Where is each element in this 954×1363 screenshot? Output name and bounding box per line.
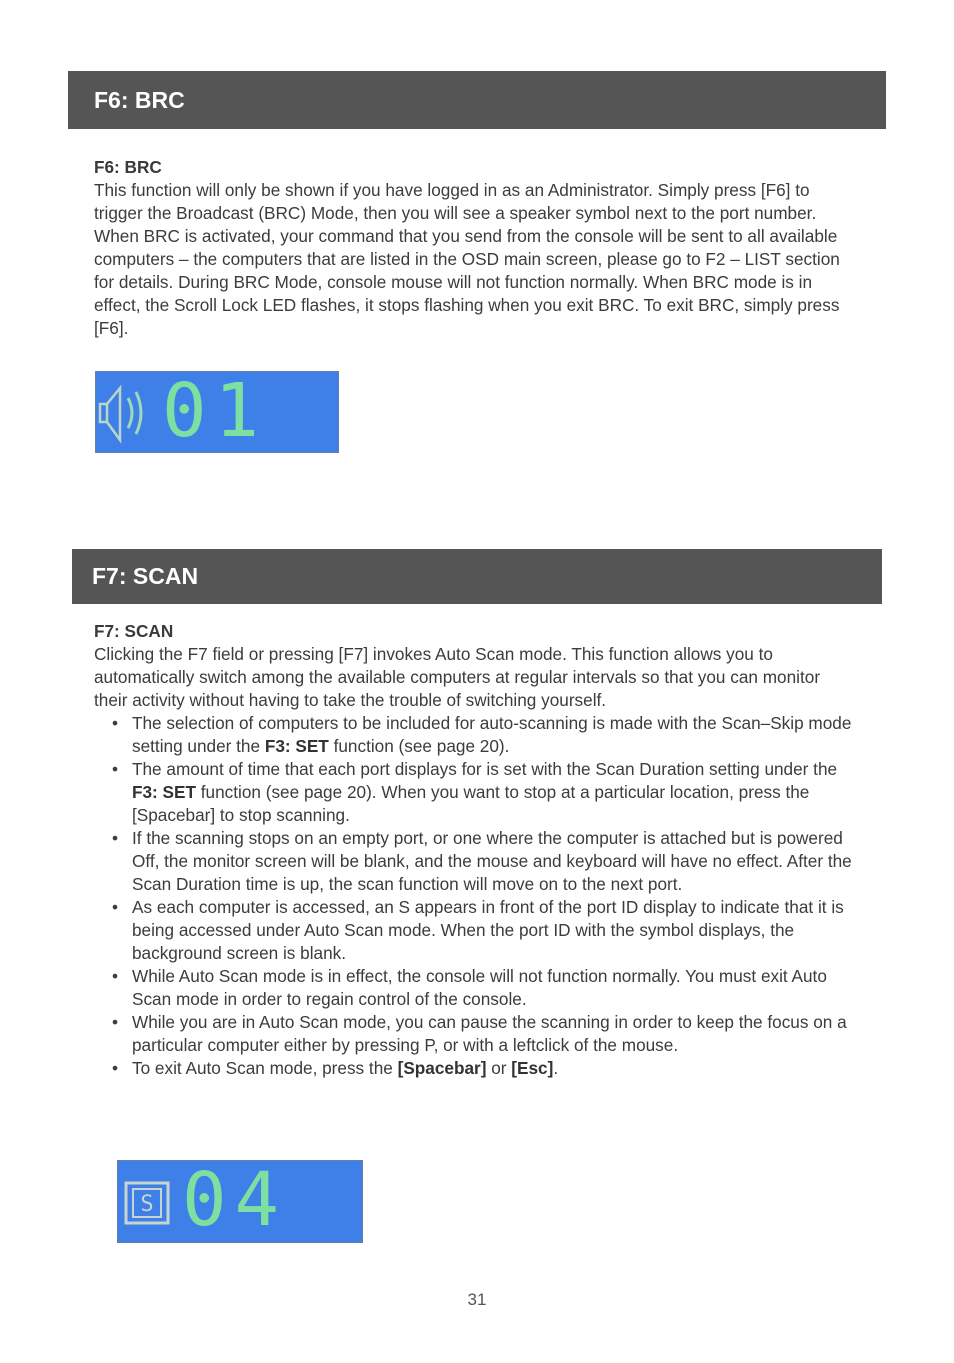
scan-bullet-list — [94, 712, 856, 1080]
brc-osd-image — [95, 368, 339, 454]
scan-paragraph: Clicking the F7 field or pressing [F7] invokes Auto Scan mode. This function allows you to automatically switch among the available computers at regular intervals so that you can monitor their activity without having to take the trouble of switching yourself. — [94, 644, 821, 710]
list-item: • While you are in Auto Scan mode, you can pause the scanning in order to keep the focus on a particular computer either by pressing P, or with a leftclick of the mouse. — [94, 1011, 856, 1057]
section-title-scan: F7: SCAN — [92, 563, 199, 589]
list-item: • While Auto Scan mode is in effect, the console will not function normally. You must exit Auto Scan mode in order to regain control of the console. — [94, 965, 856, 1011]
section-title-brc: F6: BRC — [94, 86, 185, 113]
scan-s-icon — [118, 1161, 180, 1244]
list-item: • To exit Auto Scan mode, press the [Spacebar] or [Esc]. — [94, 1057, 856, 1080]
scan-text-block — [94, 620, 856, 1080]
list-item: • If the scanning stops on an empty port, or one where the computer is attached but is powered Off, the monitor screen will be blank, and the mouse and keyboard will have no effect. After the Scan Duration time is up, the scan function will move on to the next port. — [94, 827, 856, 896]
brc-text-block — [94, 156, 856, 340]
brc-paragraph: This function will only be shown if you have logged in as an Administrator. Simply press [F6] to trigger the Broadcast (BRC) Mode, then you will see a speaker symbol next to the port number. When BRC is activated, your command that you send from the console will be sent to all available computers – the computers that are listed in the OSD main screen, please go to F2 – LIST section for details. During BRC Mode, console mouse will not function normally. When BRC mode is in effect, the Scroll Lock LED flashes, it stops flashing when you exit BRC. To exit BRC, simply press [F6]. — [94, 180, 840, 338]
section-header-brc — [68, 71, 886, 129]
speaker-icon — [96, 372, 166, 454]
scan-port-number: 04 — [182, 1157, 288, 1243]
scan-subheading: F7: SCAN — [94, 621, 174, 641]
section-header-scan — [72, 549, 882, 604]
brc-subheading: F6: BRC — [94, 157, 162, 177]
list-item: • The selection of computers to be included for auto-scanning is made with the Scan–Skip mode setting under the F3: SET function (see page 20). — [94, 712, 856, 758]
scan-osd-image — [117, 1157, 363, 1243]
list-item: • The amount of time that each port displays for is set with the Scan Duration setting under the F3: SET function (see page 20). When you want to stop at a particular location, press the [Spacebar] to stop scanning. — [94, 758, 856, 827]
page-number: 31 — [467, 1290, 487, 1309]
brc-port-number: 01 — [162, 368, 268, 454]
list-item: • As each computer is accessed, an S appears in front of the port ID display to indicate that it is being accessed under Auto Scan mode. When the port ID with the symbol displays, the background screen is blank. — [94, 896, 856, 965]
scan-s-letter: S — [140, 1192, 154, 1217]
